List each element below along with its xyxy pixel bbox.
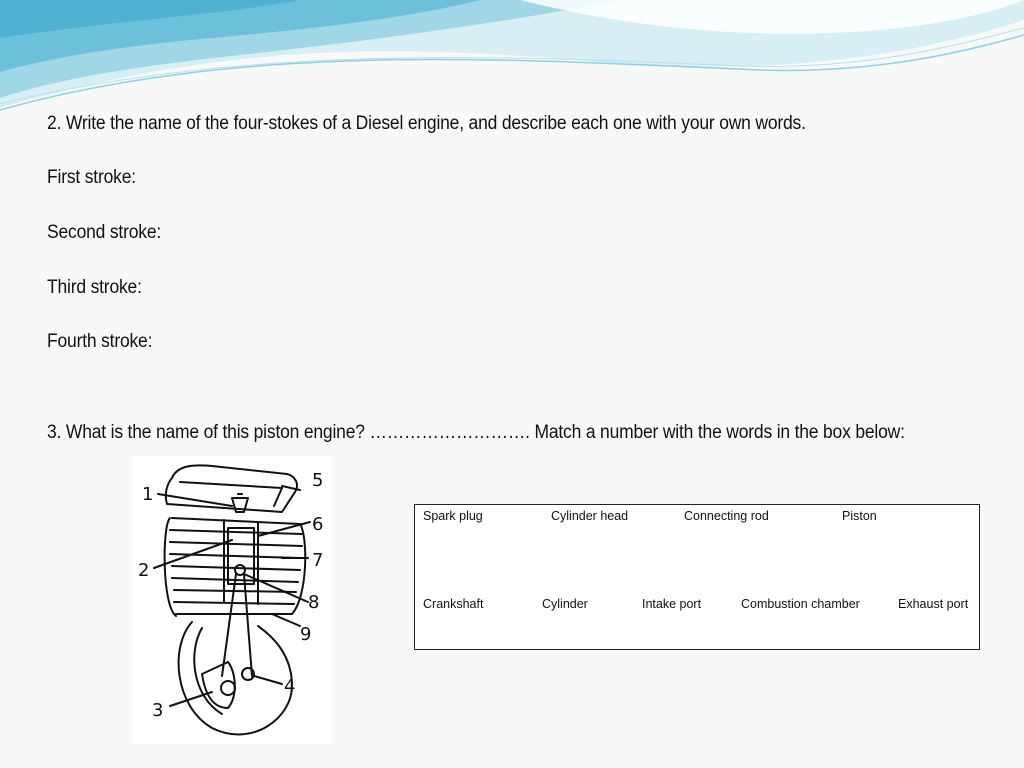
fourth-stroke-label: Fourth stroke: [47,331,153,352]
diagram-label-8: 8 [308,592,320,613]
word-combustion-chamber: Combustion chamber [741,597,860,611]
word-spark-plug: Spark plug [423,509,483,523]
diagram-label-3: 3 [152,700,164,721]
wave-header-decoration [0,0,1024,120]
word-exhaust-port: Exhaust port [898,597,969,611]
question-3-prompt: 3. What is the name of this piston engine? ………………………. Match a number with the words in the box below: [47,422,905,443]
word-cylinder: Cylinder [542,597,588,611]
diagram-label-2: 2 [138,560,150,581]
word-piston: Piston [842,509,877,523]
piston-engine-diagram [132,456,332,744]
third-stroke-label: Third stroke: [47,277,142,298]
diagram-label-9: 9 [300,624,312,645]
first-stroke-label: First stroke: [47,167,136,188]
diagram-label-5: 5 [312,470,324,491]
diagram-label-7: 7 [312,550,324,571]
diagram-label-4: 4 [284,676,296,697]
word-cylinder-head: Cylinder head [551,509,629,523]
question-2-prompt: 2. Write the name of the four-stokes of a Diesel engine, and describe each one with your own words. [47,113,806,134]
word-connecting-rod: Connecting rod [684,509,769,523]
word-box [414,504,980,650]
word-intake-port: Intake port [642,597,702,611]
diagram-label-6: 6 [312,514,324,535]
second-stroke-label: Second stroke: [47,222,162,243]
word-crankshaft: Crankshaft [423,597,484,611]
diagram-label-1: 1 [142,484,154,505]
